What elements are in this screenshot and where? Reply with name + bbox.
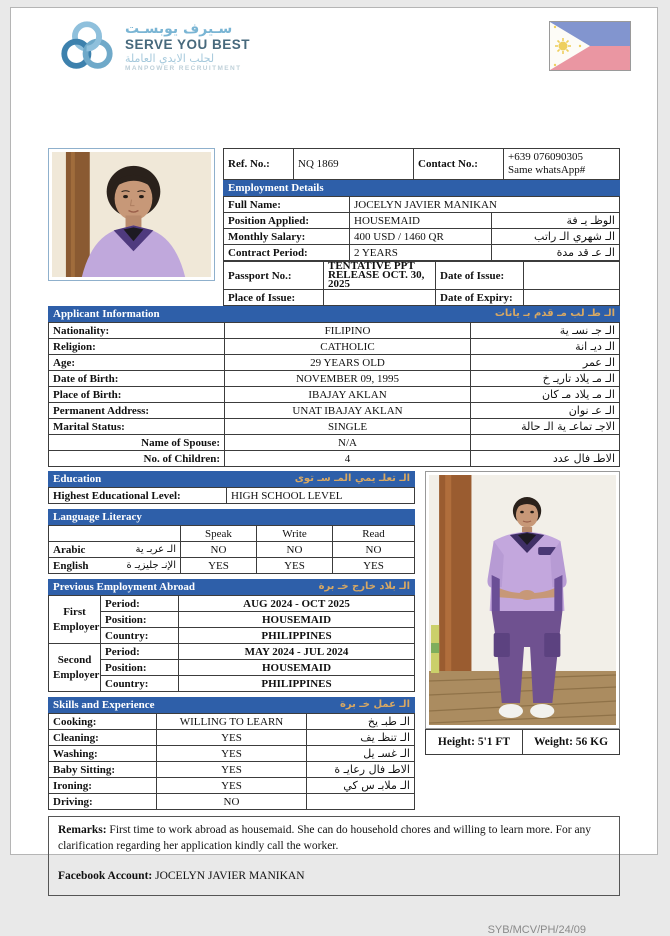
skills-experience-header: [48, 697, 415, 713]
nationality-arabic: الـ جـ نسـ ية: [471, 323, 620, 339]
baby-sitting-arabic: الاطـ فال رعايـ ة: [307, 762, 415, 778]
table-row: [49, 323, 620, 339]
table-row: [224, 262, 620, 290]
second-position-value: HOUSEMAID: [179, 660, 415, 676]
table-row: [224, 213, 620, 229]
english-language-label: English: [53, 559, 89, 572]
education-header: [48, 471, 415, 487]
previous-employment-header: [48, 579, 415, 595]
first-employer-label: First Employer: [49, 596, 101, 644]
date-of-issue-label: Date of Issue:: [436, 262, 524, 290]
full-name-label: Full Name:: [224, 197, 350, 213]
arabic-read-value: NO: [333, 542, 415, 558]
baby-sitting-value: YES: [157, 762, 307, 778]
section-title: Education: [53, 473, 102, 485]
ironing-value: YES: [157, 778, 307, 794]
logo-knot-icon: [58, 18, 116, 76]
second-country-value: PHILIPPINES: [179, 676, 415, 692]
age-label: Age:: [49, 355, 225, 371]
remarks-text: First time to work abroad as housemaid. She can do household chores and willing to learn more. For any clarification regarding her application kindly call the worker.: [58, 824, 592, 852]
passport-table: [223, 261, 620, 306]
washing-label: Washing:: [49, 746, 157, 762]
logo-tagline: MANPOWER RECRUITMENT: [125, 65, 242, 73]
permanent-address-label: Permanent Address:: [49, 403, 225, 419]
date-of-issue-value: [524, 262, 620, 290]
cleaning-arabic: الـ تنظـ يف: [307, 730, 415, 746]
height-value: Height: 5'1 FT: [426, 730, 523, 755]
language-column-empty: [49, 526, 181, 542]
language-literacy-header: [48, 509, 415, 525]
section-title-arabic: الـ بلاد خارج خـ برة: [318, 581, 410, 592]
table-row: [426, 730, 620, 755]
applicant-fullbody-photo: [425, 471, 620, 729]
table-row: [49, 644, 415, 660]
arabic-language-arabic: الـ عربـ ية: [135, 544, 176, 555]
applicant-portrait-photo: [48, 148, 215, 281]
english-language-arabic: الإنـ جليزيـ ة: [126, 560, 176, 571]
english-write-value: YES: [257, 558, 333, 574]
nationality-value: FILIPINO: [225, 323, 471, 339]
section-title: Previous Employment Abroad: [53, 581, 195, 593]
table-row: [49, 371, 620, 387]
table-row: [49, 339, 620, 355]
second-employer-label: Second Employer: [49, 644, 101, 692]
religion-value: CATHOLIC: [225, 339, 471, 355]
arabic-speak-value: NO: [181, 542, 257, 558]
place-of-issue-value: [324, 290, 436, 306]
religion-label: Religion:: [49, 339, 225, 355]
date-of-birth-value: NOVEMBER 09, 1995: [225, 371, 471, 387]
section-title: Skills and Experience: [53, 699, 155, 711]
document-body: [48, 148, 620, 936]
contact-number: +639 076090305: [508, 151, 583, 163]
marital-status-arabic: الاجـ تماعـ ية الـ حالة: [471, 419, 620, 435]
physical-stats-table: [425, 729, 620, 755]
section-title: Applicant Information: [53, 308, 160, 320]
education-level-value: HIGH SCHOOL LEVEL: [227, 488, 415, 504]
second-period-value: MAY 2024 - JUL 2024: [179, 644, 415, 660]
first-period-value: AUG 2024 - OCT 2025: [179, 596, 415, 612]
arabic-language-label: Arabic: [53, 543, 86, 556]
driving-value: NO: [157, 794, 307, 810]
employment-details-table: [223, 196, 620, 261]
table-row: [49, 596, 415, 612]
applicant-information-header: [48, 306, 620, 322]
position-applied-value: HOUSEMAID: [350, 213, 492, 229]
weight-value: Weight: 56 KG: [523, 730, 620, 755]
cooking-value: WILLING TO LEARN: [157, 714, 307, 730]
english-language-cell: [49, 558, 181, 574]
section-title: Language Literacy: [53, 511, 142, 523]
facebook-value: JOCELYN JAVIER MANIKAN: [155, 870, 305, 883]
table-row: [49, 558, 415, 574]
table-row: [49, 488, 415, 504]
ref-no-value: NQ 1869: [294, 149, 414, 180]
contact-no-value: [504, 149, 620, 180]
table-row: [49, 355, 620, 371]
date-of-expiry-label: Date of Expiry:: [436, 290, 524, 306]
table-row: [49, 762, 415, 778]
monthly-salary-label: Monthly Salary:: [224, 229, 350, 245]
name-of-spouse-label: Name of Spouse:: [49, 435, 225, 451]
arabic-language-cell: [49, 542, 181, 558]
table-row: [49, 714, 415, 730]
no-of-children-value: 4: [225, 451, 471, 467]
table-row: [49, 419, 620, 435]
table-row: [49, 794, 415, 810]
employment-details-header: [223, 180, 620, 196]
first-period-label: Period:: [101, 596, 179, 612]
table-row: [49, 435, 620, 451]
no-of-children-arabic: الاطـ فال عدد: [471, 451, 620, 467]
table-row: [49, 387, 620, 403]
table-row: [49, 730, 415, 746]
age-value: 29 YEARS OLD: [225, 355, 471, 371]
cooking-label: Cooking:: [49, 714, 157, 730]
washing-arabic: الـ غسـ يل: [307, 746, 415, 762]
monthly-salary-arabic: الـ شهري الـ راتب: [492, 229, 620, 245]
position-applied-arabic: الوظـ يـ فة: [492, 213, 620, 229]
section-title-arabic: الـ طـ لب مـ قدم بـ يانات: [494, 308, 615, 319]
ironing-label: Ironing:: [49, 778, 157, 794]
table-row: [49, 542, 415, 558]
remarks-line: [58, 823, 610, 854]
read-column-header: Read: [333, 526, 415, 542]
second-position-label: Position:: [101, 660, 179, 676]
table-row: [49, 746, 415, 762]
remarks-box: [48, 816, 620, 896]
nationality-label: Nationality:: [49, 323, 225, 339]
table-row: [224, 290, 620, 306]
write-column-header: Write: [257, 526, 333, 542]
driving-arabic: [307, 794, 415, 810]
marital-status-value: SINGLE: [225, 419, 471, 435]
permanent-address-value: UNAT IBAJAY AKLAN: [225, 403, 471, 419]
first-country-label: Country:: [101, 628, 179, 644]
second-country-label: Country:: [101, 676, 179, 692]
full-name-value: JOCELYN JAVIER MANIKAN: [350, 197, 620, 213]
table-row: [49, 612, 415, 628]
remarks-label: Remarks:: [58, 824, 107, 836]
washing-value: YES: [157, 746, 307, 762]
cv-document-page: [10, 7, 658, 936]
previous-employment-table: [48, 595, 415, 692]
applicant-information-table: [48, 322, 620, 467]
education-level-label: Highest Educational Level:: [49, 488, 227, 504]
logo-text-block: [125, 21, 250, 73]
table-row: [224, 149, 620, 180]
table-row: [49, 660, 415, 676]
no-of-children-label: No. of Children:: [49, 451, 225, 467]
second-period-label: Period:: [101, 644, 179, 660]
logo-name: SERVE YOU BEST: [125, 37, 251, 53]
name-of-spouse-arabic: [471, 435, 620, 451]
document-code: SYB/MCV/PH/24/09: [487, 923, 586, 936]
first-country-value: PHILIPPINES: [179, 628, 415, 644]
logo-arabic-bottom: لجلب الايدي العاملة: [125, 51, 215, 65]
date-of-expiry-value: [524, 290, 620, 306]
section-title: Employment Details: [228, 182, 324, 194]
section-title-arabic: الـ عمل خـ برة: [339, 699, 410, 710]
place-of-birth-value: IBAJAY AKLAN: [225, 387, 471, 403]
cleaning-label: Cleaning:: [49, 730, 157, 746]
driving-label: Driving:: [49, 794, 157, 810]
ironing-arabic: الـ ملابـ س كي: [307, 778, 415, 794]
contract-period-value: 2 YEARS: [350, 245, 492, 261]
speak-column-header: Speak: [181, 526, 257, 542]
agency-logo: [58, 18, 250, 76]
table-row: [224, 229, 620, 245]
table-row: [49, 403, 620, 419]
section-title-arabic: الـ تعلـ يمي المـ سـ توى: [294, 473, 410, 484]
philippines-flag: [549, 21, 631, 71]
date-of-birth-label: Date of Birth:: [49, 371, 225, 387]
baby-sitting-label: Baby Sitting:: [49, 762, 157, 778]
permanent-address-arabic: الـ عـ نوان: [471, 403, 620, 419]
english-speak-value: YES: [181, 558, 257, 574]
table-row: [49, 451, 620, 467]
age-arabic: الـ عمر: [471, 355, 620, 371]
first-position-value: HOUSEMAID: [179, 612, 415, 628]
place-of-issue-label: Place of Issue:: [224, 290, 324, 306]
contact-note: Same whatsApp#: [508, 164, 586, 176]
passport-no-value: TENTATIVE PPT RELEASE OCT. 30, 2025: [324, 262, 436, 290]
place-of-birth-arabic: الـ مـ يلاد مـ كان: [471, 387, 620, 403]
first-position-label: Position:: [101, 612, 179, 628]
logo-arabic-top: سـيرف يوبسـت: [125, 21, 233, 38]
table-row: [49, 676, 415, 692]
religion-arabic: الـ ديـ انة: [471, 339, 620, 355]
english-read-value: YES: [333, 558, 415, 574]
name-of-spouse-value: N/A: [225, 435, 471, 451]
table-row: [49, 778, 415, 794]
place-of-birth-label: Place of Birth:: [49, 387, 225, 403]
cooking-arabic: الـ طبـ يخ: [307, 714, 415, 730]
cleaning-value: YES: [157, 730, 307, 746]
contract-period-arabic: الـ عـ قد مدة: [492, 245, 620, 261]
arabic-write-value: NO: [257, 542, 333, 558]
facebook-label: Facebook Account:: [58, 870, 153, 883]
contact-no-label: Contact No.:: [414, 149, 504, 180]
education-table: [48, 487, 415, 504]
monthly-salary-value: 400 USD / 1460 QR: [350, 229, 492, 245]
ref-no-label: Ref. No.:: [224, 149, 294, 180]
position-applied-label: Position Applied:: [224, 213, 350, 229]
skills-experience-table: [48, 713, 415, 810]
facebook-line: [58, 869, 610, 885]
table-row: [49, 526, 415, 542]
marital-status-label: Marital Status:: [49, 419, 225, 435]
table-row: [224, 245, 620, 261]
passport-no-label: Passport No.:: [224, 262, 324, 290]
contract-period-label: Contract Period:: [224, 245, 350, 261]
language-literacy-table: [48, 525, 415, 574]
table-row: [224, 197, 620, 213]
table-row: [49, 628, 415, 644]
ref-contact-table: [223, 148, 620, 180]
date-of-birth-arabic: الـ مـ يلاد تاريـ خ: [471, 371, 620, 387]
